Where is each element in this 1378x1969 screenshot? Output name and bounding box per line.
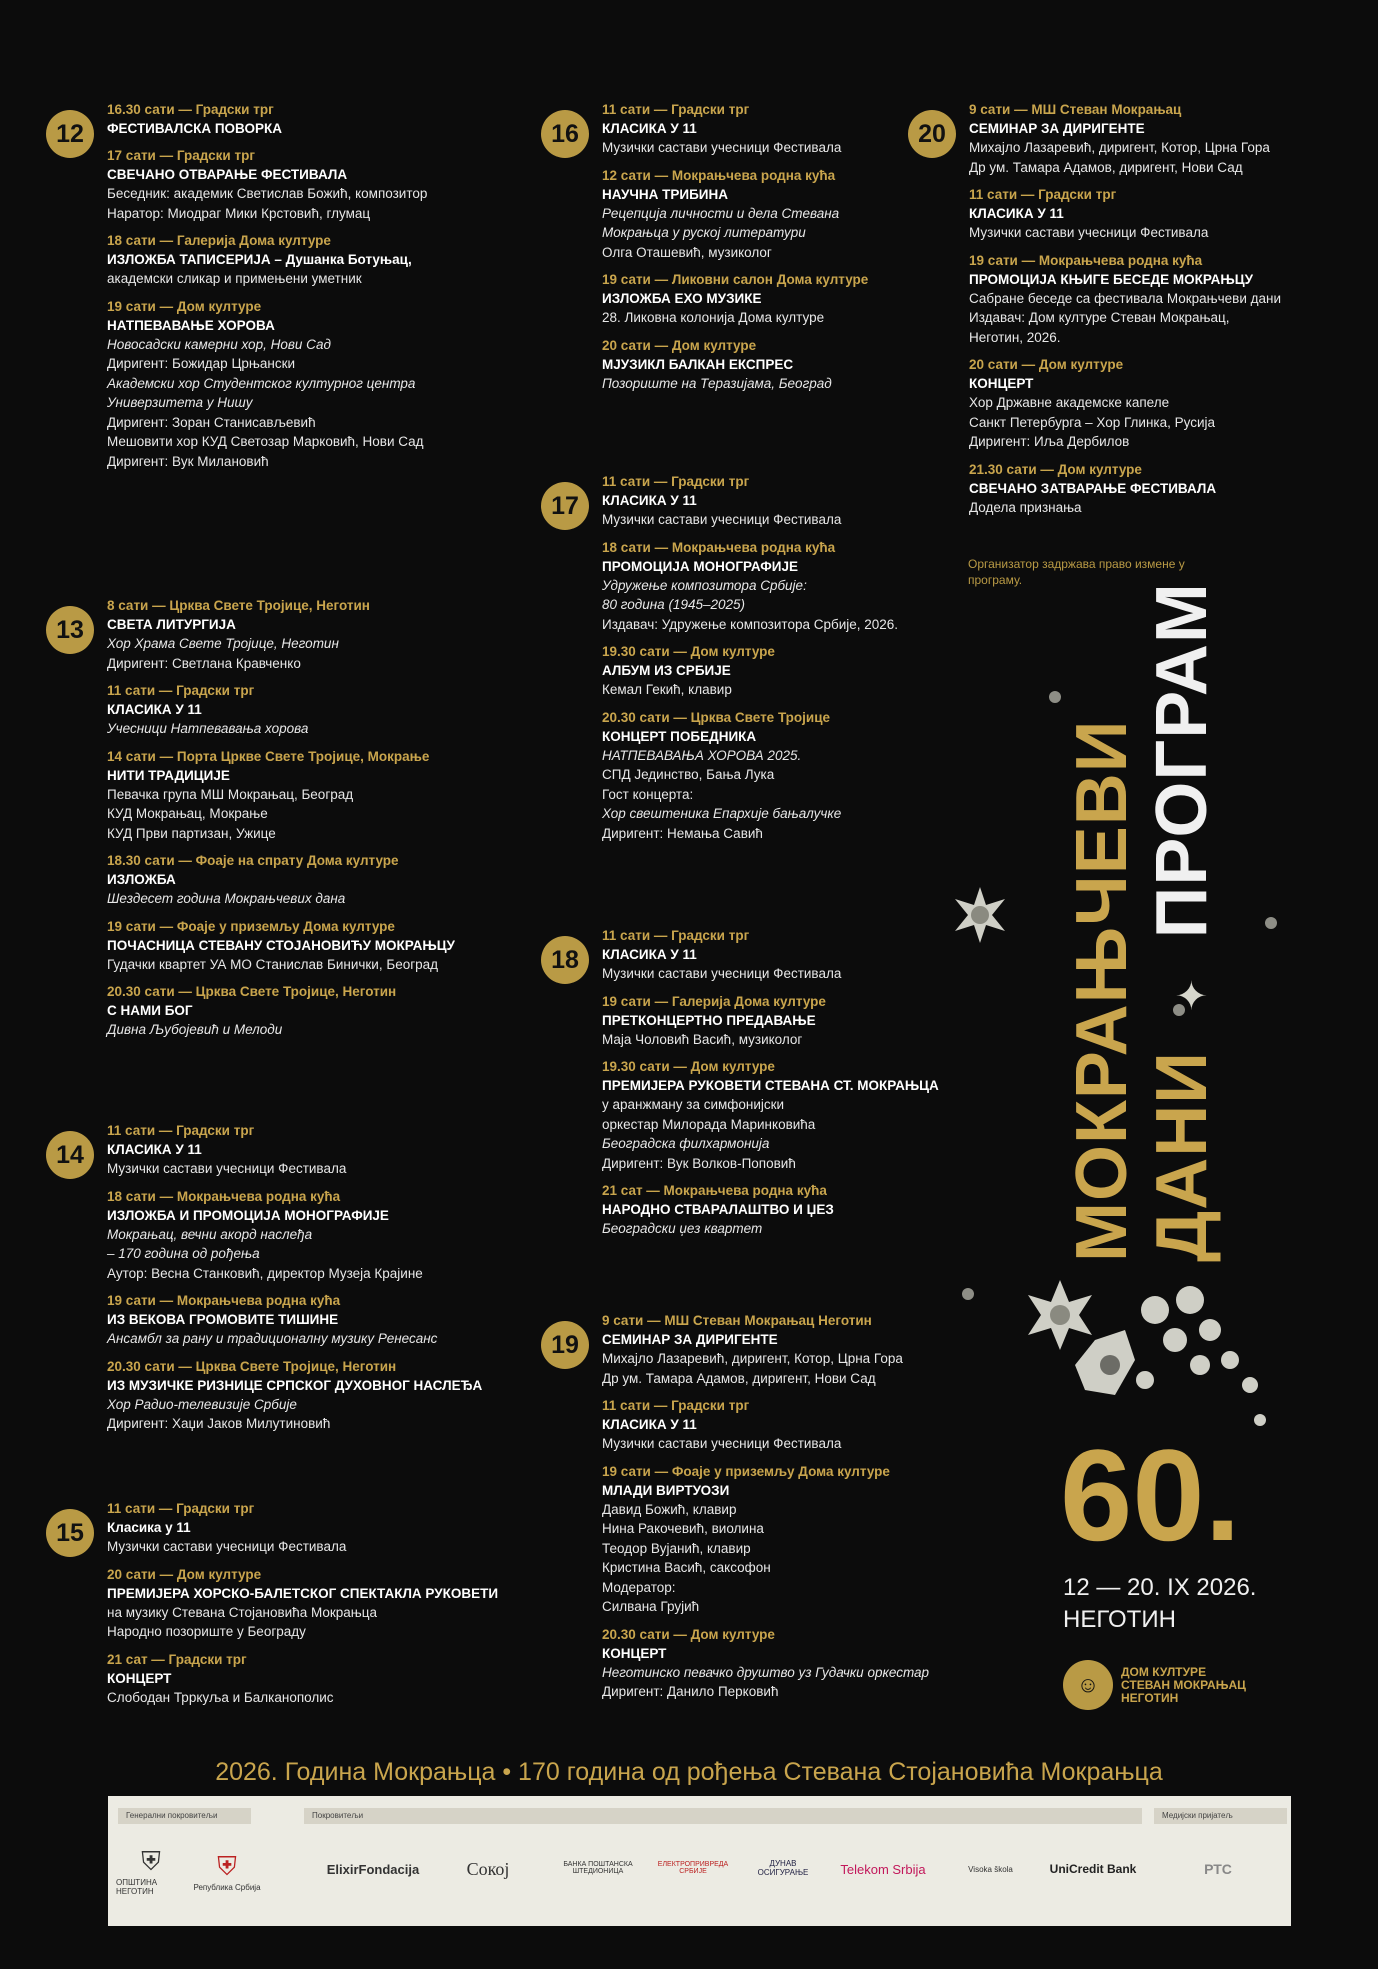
event: [107, 1357, 507, 1434]
event: [107, 851, 507, 909]
event-time: 9 сати — МШ Стеван Мокрањац: [969, 102, 1182, 117]
event-detail: Давид Божић, клавир: [602, 1501, 737, 1517]
event-title: НАРОДНО СТВАРАЛАШТВО И ЏЕЗ: [602, 1202, 834, 1217]
event-time: 19 сати — Ликовни салон Дома културе: [602, 272, 869, 287]
event-time: 11 сати — Градски трг: [602, 102, 750, 117]
event-detail: Музички састави учесници Фестивала: [602, 1436, 842, 1451]
event-detail: КУД Први партизан, Ужице: [107, 825, 276, 841]
event-detail: Силвана Грујић: [602, 1599, 700, 1614]
day-events: [969, 100, 1339, 525]
event-detail: Неготин, 2026.: [969, 329, 1061, 345]
event: [602, 270, 962, 328]
event: [107, 596, 507, 673]
house-of-culture-logo: [1063, 1660, 1246, 1710]
event-title: СЕМИНАР ЗА ДИРИГЕНТЕ: [969, 121, 1145, 136]
event-detail: Мешовити хор КУД Светозар Марковић, Нови Сад: [107, 434, 424, 449]
event-title: КОНЦЕРТ: [107, 1670, 172, 1686]
event-detail: Музички састави учесници Фестивала: [107, 1161, 347, 1176]
event-title: СВЕЧАНО ЗАТВАРАЊЕ ФЕСТИВАЛА: [969, 480, 1217, 496]
sponsor-sokoj[interactable]: Сокој: [466, 1858, 510, 1879]
event-detail: Певачка група МШ Мокрањац, Београд: [107, 786, 354, 802]
event: [107, 1650, 517, 1708]
day-badge: 14: [46, 1131, 94, 1179]
event-detail: Санкт Петербурга – Хор Глинка, Русија: [969, 414, 1216, 430]
ornament-icon: [950, 885, 1010, 945]
event-time: 18 сати — Мокрањчева родна кућа: [107, 1188, 341, 1204]
festival-title-vertical: [1062, 720, 1142, 1262]
patrons-label: Покровитељи: [304, 1808, 1142, 1824]
event-time: 17 сати — Градски трг: [107, 148, 255, 163]
event-time: 19.30 сати — Дом културе: [602, 644, 775, 659]
event: [602, 926, 962, 984]
event-detail: Хор Државне академске капеле: [969, 395, 1170, 410]
event-title: СВЕЧАНО ОТВАРАЊЕ ФЕСТИВАЛА: [107, 167, 348, 182]
event-detail: Диригент: Немања Савић: [602, 825, 763, 841]
event-time: 19 сати — Мокрањчева родна кућа: [969, 252, 1203, 268]
event-time: 9 сати — МШ Стеван Мокрањац Неготин: [602, 1313, 872, 1328]
event: [107, 100, 507, 138]
day-events: [107, 100, 507, 479]
coat-of-arms-icon: ⛨: [217, 1850, 237, 1881]
sponsor-negotin[interactable]: [116, 1836, 186, 1906]
event-title: МЛАДИ ВИРТУОЗИ: [602, 1482, 730, 1498]
event-time: 20 сати — Дом културе: [602, 337, 757, 353]
event-title: НАТПЕВАВАЊЕ ХОРОВА: [107, 317, 275, 333]
event-detail: на музику Стевана Стојановића Мокрањца: [107, 1604, 377, 1620]
event-title: СВЕТА ЛИТУРГИЈА: [107, 617, 236, 632]
city: НЕГОТИН: [1063, 1606, 1176, 1633]
event-title: КЛАСИКА У 11: [107, 702, 202, 717]
event-title: Класика у 11: [107, 1520, 191, 1535]
event-detail: Музички састави учесници Фестивала: [602, 512, 842, 527]
event-detail: НАТПЕВАВАЊА ХОРОВА 2025.: [602, 747, 802, 763]
event: [602, 472, 962, 530]
event-title: ПОЧАСНИЦА СТЕВАНУ СТОЈАНОВИЋУ МОКРАЊЦУ: [107, 937, 455, 953]
event-time: 19 сати — Мокрањчева родна кућа: [107, 1293, 341, 1308]
event-detail: Маја Чоловић Васић, музиколог: [602, 1031, 803, 1047]
footer-anniversary: 2026. Година Мокрањца • 170 година од рођења Стевана Стојановића Мокрањца: [215, 1758, 1163, 1786]
day-events: [602, 926, 962, 1247]
sponsor-telekom[interactable]: Telekom Srbija: [840, 1861, 926, 1877]
event-detail: Музички састави учесници Фестивала: [107, 1539, 347, 1554]
event-time: 12 сати — Мокрањчева родна кућа: [602, 167, 836, 183]
event: [107, 1499, 517, 1557]
event-detail: Неготинско певачко друштво уз Гудачки оркестар: [602, 1664, 930, 1680]
event-time: 20.30 сати — Црква Свете Тројице, Неготин: [107, 1358, 397, 1374]
event-detail: Кемал Гекић, клавир: [602, 682, 732, 697]
event-time: 11 сати — Градски трг: [107, 1123, 255, 1138]
event: [602, 708, 962, 844]
event: [969, 185, 1339, 243]
event-time: 20 сати — Дом културе: [107, 1566, 262, 1582]
crest-icon: ⛨: [141, 1846, 161, 1876]
event-detail: Музички састави учесници Фестивала: [969, 225, 1209, 240]
event-detail: Сабране беседе са фестивала Мокрањчеви дани: [969, 290, 1282, 306]
event: [107, 1121, 507, 1179]
day-badge: 17: [541, 482, 589, 530]
event-detail: Универзитета у Нишу: [107, 395, 253, 410]
house-line: НЕГОТИН: [1121, 1690, 1179, 1705]
event-time: 18.30 сати — Фоаје на спрату Дома културе: [107, 853, 399, 868]
event-detail: Новосадски камерни хор, Нови Сад: [107, 336, 332, 352]
stud-icon: [1047, 689, 1063, 705]
general-patrons-label: Генерални покровитељи: [118, 1808, 251, 1824]
event-title: КЛАСИКА У 11: [602, 493, 697, 508]
event-title: НАУЧНА ТРИБИНА: [602, 186, 728, 202]
event-detail: Музички састави учесници Фестивала: [602, 966, 842, 981]
event-title: ИЗЛОЖБА ТАПИСЕРИЈА – Душанка Ботуњац,: [107, 252, 412, 267]
event: [107, 146, 507, 223]
event-time: 18 сати — Мокрањчева родна кућа: [602, 539, 836, 555]
event: [602, 1462, 1002, 1617]
event: [969, 251, 1339, 348]
event-time: 21 сат — Мокрањчева родна кућа: [602, 1183, 827, 1198]
event: [602, 1311, 1002, 1388]
event-detail: Издавач: Удружење композитора Србије, 2026.: [602, 616, 899, 632]
event-detail: Модератор:: [602, 1579, 676, 1595]
event-detail: Олга Оташевић, музиколог: [602, 244, 772, 260]
day-badge: 16: [541, 110, 589, 158]
event-title: С НАМИ БОГ: [107, 1003, 193, 1018]
event-time: 21.30 сати — Дом културе: [969, 461, 1142, 477]
event-title: ИЗ ВЕКОВА ГРОМОВИТЕ ТИШИНЕ: [107, 1312, 339, 1327]
festival-dates: [1063, 1572, 1256, 1636]
event-title: ПРОМОЦИЈА КЊИГЕ БЕСЕДЕ МОКРАЊЦУ: [969, 271, 1254, 287]
event-detail: Позориште на Теразијама, Београд: [602, 375, 832, 391]
stud-icon: [1263, 915, 1279, 931]
event-title: ФЕСТИВАЛСКА ПОВОРКА: [107, 121, 282, 136]
day-badge: 13: [46, 606, 94, 654]
house-line: СТЕВАН МОКРАЊАЦ: [1121, 1677, 1246, 1692]
event-detail: Београдски џез квартет: [602, 1221, 763, 1236]
event-detail: Михајло Лазаревић, диригент, Котор, Црна Гора: [602, 1351, 903, 1366]
event-time: 11 сати — Градски трг: [602, 928, 750, 943]
event: [602, 1057, 962, 1173]
event: [602, 1625, 1002, 1702]
title-separator-icon: ✦: [1171, 977, 1215, 1012]
sponsor-unicredit[interactable]: UniCredit Bank: [1049, 1862, 1137, 1876]
event-title: КЛАСИКА У 11: [602, 947, 697, 962]
title-program: ПРОГРАМ: [1142, 582, 1222, 939]
event: [969, 100, 1339, 177]
event-detail: оркестар Милорада Маринковића: [602, 1116, 816, 1132]
day-events: [107, 596, 507, 1048]
event-detail: Народно позориште у Београду: [107, 1624, 306, 1639]
day-badge: 19: [541, 1321, 589, 1369]
event: [107, 681, 507, 739]
event-detail: Хор свештеника Епархије бањалучке: [602, 806, 842, 821]
event: [602, 642, 962, 700]
event-time: 19 сати — Дом културе: [107, 298, 262, 314]
event-detail: Диригент: Зоран Станисављевић: [107, 414, 316, 430]
event-detail: Издавач: Дом културе Стеван Мокрањац,: [969, 310, 1230, 325]
sponsor-elixir[interactable]: ElixirFondacija: [326, 1861, 420, 1877]
edition-number: 60.: [1060, 1422, 1241, 1568]
event-title: СЕМИНАР ЗА ДИРИГЕНТЕ: [602, 1332, 778, 1347]
day-events: [602, 472, 962, 851]
event-time: 11 сати — Градски трг: [602, 474, 750, 489]
event-detail: Нина Ракочевић, виолина: [602, 1521, 764, 1536]
event: [107, 917, 507, 975]
event-detail: Академски хор Студентског културног центра: [107, 375, 416, 391]
sponsors-bar: [108, 1796, 1291, 1926]
sponsor-rts[interactable]: РТС: [1204, 1861, 1232, 1877]
event-time: 11 сати — Градски трг: [107, 683, 255, 698]
event-title: ПРЕТКОНЦЕРТНО ПРЕДАВАЊЕ: [602, 1012, 816, 1028]
event-detail: Диригент: Светлана Кравченко: [107, 655, 301, 671]
event-detail: Наратор: Миодраг Мики Крстовић, глумац: [107, 205, 371, 221]
event-detail: Слободан Трркуља и Балканополис: [107, 1689, 334, 1705]
sponsor-eps[interactable]: ЕЛЕКТРОПРИВРЕДА СРБИЈЕ: [657, 1861, 729, 1875]
event-detail: Михајло Лазаревић, диригент, Котор, Црна Гора: [969, 140, 1270, 155]
event: [602, 538, 962, 635]
event-title: КОНЦЕРТ: [602, 1645, 667, 1661]
event-detail: Хор Храма Свете Тројице, Неготин: [107, 636, 339, 651]
event-title: КЛАСИКА У 11: [602, 121, 697, 136]
event: [602, 1396, 1002, 1454]
event-detail: СПД Јединство, Бања Лука: [602, 767, 775, 782]
event-time: 20 сати — Дом културе: [969, 357, 1124, 372]
event-time: 19 сати — Фоаје у приземљу Дома културе: [602, 1463, 890, 1479]
event-title: КОНЦЕРТ: [969, 376, 1034, 391]
event-detail: Диригент: Божидар Црњански: [107, 356, 296, 371]
event-detail: Др ум. Тамара Адамов, диригент, Нови Сад: [602, 1370, 876, 1386]
event-detail: академски сликар и примењени уметник: [107, 271, 362, 286]
event-time: 16.30 сати — Градски трг: [107, 102, 274, 117]
event-title: ИЗ МУЗИЧКЕ РИЗНИЦЕ СРПСКОГ ДУХОВНОГ НАСЛЕЂА: [107, 1377, 483, 1393]
day-events: [602, 1311, 1002, 1710]
event-title: КЛАСИКА У 11: [969, 206, 1064, 221]
event: [969, 460, 1339, 518]
event: [602, 166, 962, 263]
date-range: 12 — 20. IX 2026.: [1063, 1574, 1257, 1601]
event-detail: Беседник: академик Светислав Божић, композитор: [107, 186, 428, 201]
event-time: 11 сати — Градски трг: [602, 1398, 750, 1413]
event-detail: 80 година (1945–2025): [602, 597, 746, 612]
sponsor-serbia[interactable]: [192, 1836, 262, 1906]
sponsor-postal-bank[interactable]: БАНКА ПОШТАНСКА ШТЕДИОНИЦА: [563, 1861, 633, 1875]
event: [969, 355, 1339, 452]
event-title: КЛАСИКА У 11: [107, 1142, 202, 1157]
event-detail: Мокрањац, вечни акорд наслеђа: [107, 1226, 313, 1242]
event-detail: Удружење композитора Србије:: [602, 577, 807, 593]
event: [107, 982, 507, 1040]
event-title: АЛБУМ ИЗ СРБИЈЕ: [602, 663, 731, 678]
event-title: ПРОМОЦИЈА МОНОГРАФИЈЕ: [602, 558, 798, 574]
event: [602, 1181, 962, 1239]
event-time: 19 сати — Галерија Дома културе: [602, 993, 826, 1009]
event-time: 19.30 сати — Дом културе: [602, 1059, 775, 1074]
event-title: ИЗЛОЖБА ЕХО МУЗИКЕ: [602, 291, 762, 306]
event: [107, 1187, 507, 1284]
event-detail: Аутор: Весна Станковић, директор Музеја Крајине: [107, 1265, 423, 1281]
event: [107, 747, 507, 844]
event-detail: Рецепција личности и дела Стевана: [602, 205, 840, 221]
event-detail: Гост концерта:: [602, 786, 694, 802]
sponsor-visoka-skola[interactable]: Visoka škola: [968, 1864, 1013, 1874]
event-time: 19 сати — Фоаје у приземљу Дома културе: [107, 918, 395, 934]
event-detail: Дивна Љубојевић и Мелоди: [107, 1022, 283, 1037]
sponsor-dunav[interactable]: ДУНАВ ОСИГУРАЊЕ: [757, 1859, 809, 1877]
event-detail: Београдска филхармонија: [602, 1136, 770, 1151]
event-detail: Гудачки квартет УА МО Станислав Бинички, Београд: [107, 956, 439, 972]
day-badge: 18: [541, 936, 589, 984]
event: [107, 1291, 507, 1349]
event-title: ПРЕМИЈЕРА ХОРСКО-БАЛЕТСКОГ СПЕКТАКЛА РУКОВЕТИ: [107, 1585, 499, 1601]
event-time: 20.30 сати — Црква Свете Тројице: [602, 709, 831, 725]
event-title: ПРЕМИЈЕРА РУКОВЕТИ СТЕВАНА СТ. МОКРАЊЦА: [602, 1078, 939, 1093]
event-title: КОНЦЕРТ ПОБЕДНИКА: [602, 728, 757, 744]
house-of-culture-text: [1121, 1666, 1246, 1705]
day-events: [107, 1121, 507, 1442]
day-badge: 12: [46, 110, 94, 158]
organizer-note: Организатор задржава право измене у програму.: [968, 557, 1185, 587]
media-label: Медијски пријатељ: [1154, 1808, 1287, 1824]
event-detail: Ансамбл за рану и традиционалну музику Ренесанс: [107, 1331, 438, 1346]
event-detail: Диригент: Данило Перковић: [602, 1684, 779, 1699]
event-time: 20.30 сати — Црква Свете Тројице, Неготин: [107, 984, 397, 999]
day-badge: 20: [908, 110, 956, 158]
event-detail: Шездесет година Мокрањчевих дана: [107, 891, 346, 906]
event-title: МЈУЗИКЛ БАЛКАН ЕКСПРЕС: [602, 356, 794, 372]
ornament-cluster-icon: [1015, 1270, 1285, 1440]
event-time: 11 сати — Градски трг: [969, 187, 1117, 202]
event-title: НИТИ ТРАДИЦИЈЕ: [107, 767, 230, 783]
event-detail: – 170 година од рођења: [107, 1246, 260, 1261]
event-detail: Хор Радио-телевизије Србије: [107, 1396, 297, 1412]
event-detail: Диригент: Вук Волков-Поповић: [602, 1155, 796, 1171]
event-detail: у аранжману за симфонијски: [602, 1097, 785, 1112]
event-title: ИЗЛОЖБА: [107, 872, 176, 887]
event-time: 8 сати — Црква Свете Тројице, Неготин: [107, 598, 370, 613]
event-time: 18 сати — Галерија Дома културе: [107, 233, 331, 248]
program-title-vertical: [1142, 582, 1233, 1262]
event-detail: Диригент: Хаџи Јаков Милутиновић: [107, 1416, 331, 1431]
stud-icon: [960, 1286, 976, 1302]
day-events: [602, 100, 962, 401]
event: [107, 297, 507, 472]
event-title: КЛАСИКА У 11: [602, 1417, 697, 1432]
event-detail: 28. Ликовна колонија Дома културе: [602, 310, 825, 325]
day-badge: 15: [46, 1509, 94, 1557]
event-time: 20.30 сати — Дом културе: [602, 1626, 775, 1642]
event-time: 21 сат — Градски трг: [107, 1651, 247, 1667]
event-title: ИЗЛОЖБА И ПРОМОЦИЈА МОНОГРАФИЈЕ: [107, 1207, 389, 1223]
title-dani: ДАНИ: [1142, 1050, 1222, 1262]
event-detail: Теодор Вујанић, клавир: [602, 1540, 751, 1556]
event-time: 14 сати — Порта Цркве Свете Тројице, Мокрање: [107, 748, 430, 764]
event-detail: Диригент: Вук Милановић: [107, 453, 269, 469]
event-detail: Музички састави учесници Фестивала: [602, 140, 842, 155]
event: [107, 1565, 517, 1642]
title-line-1: МОКРАЊЧЕВИ: [1062, 719, 1142, 1262]
event-detail: Мокрањца у руској литератури: [602, 225, 806, 240]
portrait-icon: ☺: [1063, 1660, 1113, 1710]
event-detail: Додела признања: [969, 499, 1082, 515]
event-detail: Диригент: Иља Дербилов: [969, 434, 1130, 449]
sponsor-name: Република Србија: [193, 1882, 261, 1892]
house-line: ДОМ КУЛТУРЕ: [1121, 1664, 1207, 1679]
event: [107, 231, 507, 289]
event: [602, 992, 962, 1050]
event-detail: Др ум. Тамара Адамов, диригент, Нови Сад: [969, 159, 1243, 175]
event-detail: Учесници Натпевавања хорова: [107, 721, 309, 736]
event-detail: КУД Мокрањац, Мокрање: [107, 806, 268, 821]
event: [602, 336, 962, 394]
event-time: 11 сати — Градски трг: [107, 1501, 255, 1516]
event-detail: Кристина Васић, саксофон: [602, 1560, 771, 1575]
sponsor-name: ОПШТИНА НЕГОТИН: [116, 1878, 158, 1896]
day-events: [107, 1499, 517, 1715]
